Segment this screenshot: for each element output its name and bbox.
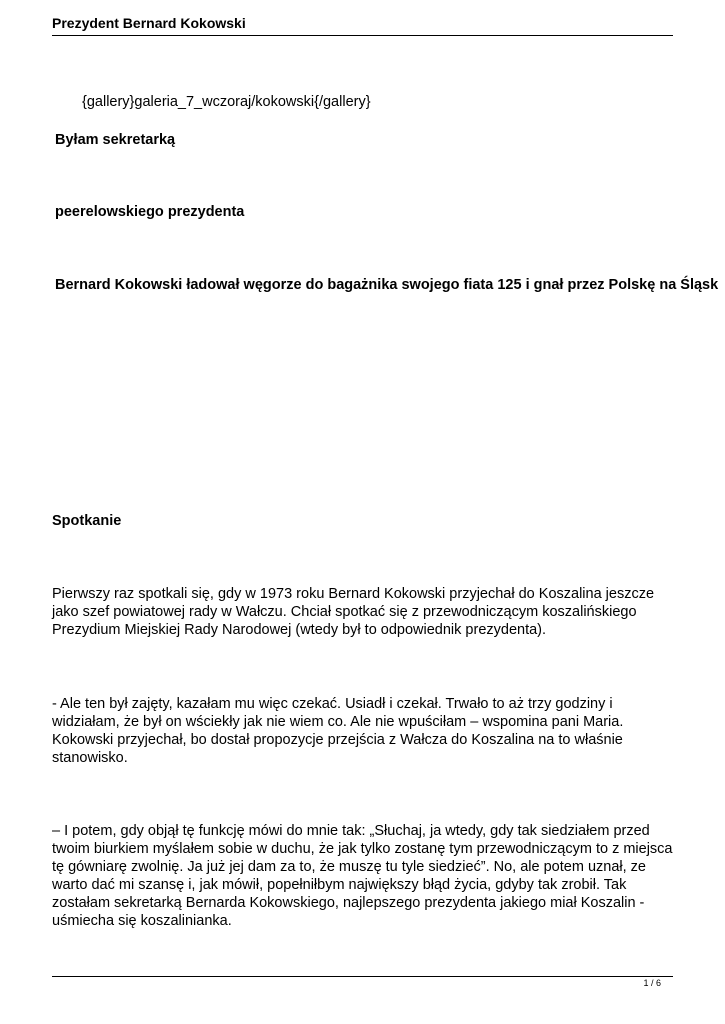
paragraph: – I potem, gdy objął tę funkcję mówi do mnie tak: „Słuchaj, ja wtedy, gdy tak siedziałem przed twoim biurkiem myślałem sobie w duchu, że jak tylko zostanę tym przewodniczącym to z miejsca tę gówniarę zwolnię. Ja już jej dam za to, że muszę tu tyle siedzieć”. No, ale potem uznał, ze warto dać mi szansę i, jak mówił, popełniłbym największy błąd życia, gdyby tak zrobił. Tak zostałam sekretarką Bernarda Kokowskiego, najlepszego prezydenta jakiego miał Koszalin - uśmiecha się koszalinianka. <box>52 823 673 929</box>
footer-divider <box>52 976 673 977</box>
page-number: 1 / 6 <box>643 978 661 988</box>
section-heading: Spotkanie <box>52 513 122 529</box>
paragraph: Pierwszy raz spotkali się, gdy w 1973 roku Bernard Kokowski przyjechał do Koszalina jeszcze jako szef powiatowej rady w Wałczu. Chciał spotkać się z przewodniczącym koszalińskiego Prezydium Miejskiej Rady Narodowej (wtedy był to odpowiednik prezydenta). <box>52 586 655 638</box>
paragraph: - Ale ten był zajęty, kazałam mu więc czekać. Usiadł i czekał. Trwało to aż trzy godziny i widziałam, że był on wściekły jak nie wiem co. Ale nie wpuściłam – wspomina pani Maria. Kokowski przyjechał, bo dostał propozycje przejścia z Wałcza do Koszalina na to właśnie stanowisko. <box>52 696 624 766</box>
header-divider <box>52 35 673 36</box>
gallery-placeholder-tag: {gallery}galeria_7_wczoraj/kokowski{/gallery} <box>82 94 371 110</box>
article-teaser: Bernard Kokowski ładował węgorze do bagażnika swojego fiata 125 i gnał przez Polskę na Śląsk <box>55 277 719 293</box>
article-title-line-1: Byłam sekretarką <box>55 132 176 148</box>
article-title-line-2: peerelowskiego prezydenta <box>55 204 245 220</box>
page-header-title: Prezydent Bernard Kokowski <box>52 15 246 31</box>
